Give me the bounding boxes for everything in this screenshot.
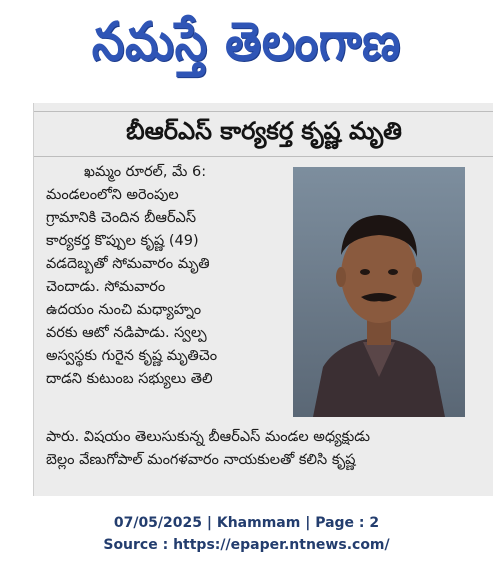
article-continuation [46,426,486,472]
article-line: అస్వస్థకు గురైన కృష్ణ మృతిచెం [46,348,218,364]
article-line: బెల్లం వేణుగోపాల్ మంగళవారం నాయకులతో కలిసి కృష్ణ [46,452,356,468]
masthead-title: నమస్తే తెలంగాణ [91,10,402,73]
article-headline: బీఆర్ఎస్ కార్యకర్త కృష్ణ మృతి [126,117,402,145]
article-line: మండలంలోని అరెంపుల [46,187,179,203]
article-line: ఖమ్మం రూరల్, మే 6: [84,164,207,180]
article-line: ఉదయం నుంచి మధ్యాహ్నం [46,302,202,318]
article-line: దాడని కుటుంబ సభ్యులు తెలి [46,371,213,387]
article-line: పారు. విషయం తెలుసుకున్న బీఆర్ఎస్ మండల అధ్యక్షుడు [46,429,370,445]
footer-source-line: Source : https://epaper.ntnews.com/ [103,537,390,553]
article-line: వరకు ఆటో నడిపాడు. స్వల్ప [46,325,207,341]
masthead [0,0,493,96]
article-line: వడదెబ్బతో సోమవారం మృతి [46,256,210,272]
article-line: కార్యకర్త కొప్పుల కృష్ణ (49) [46,233,199,249]
article-line: చెందాడు. సోమవారం [46,279,166,295]
article-line: గ్రామానికి చెందిన బీఆర్ఎస్ [46,210,197,226]
news-clipping [33,103,493,496]
article-column [46,161,287,391]
footer [0,512,493,556]
portrait-photo [293,167,465,417]
headline-bar [34,111,493,157]
portrait-image [293,167,465,417]
footer-date-line: 07/05/2025 | Khammam | Page : 2 [113,515,380,531]
